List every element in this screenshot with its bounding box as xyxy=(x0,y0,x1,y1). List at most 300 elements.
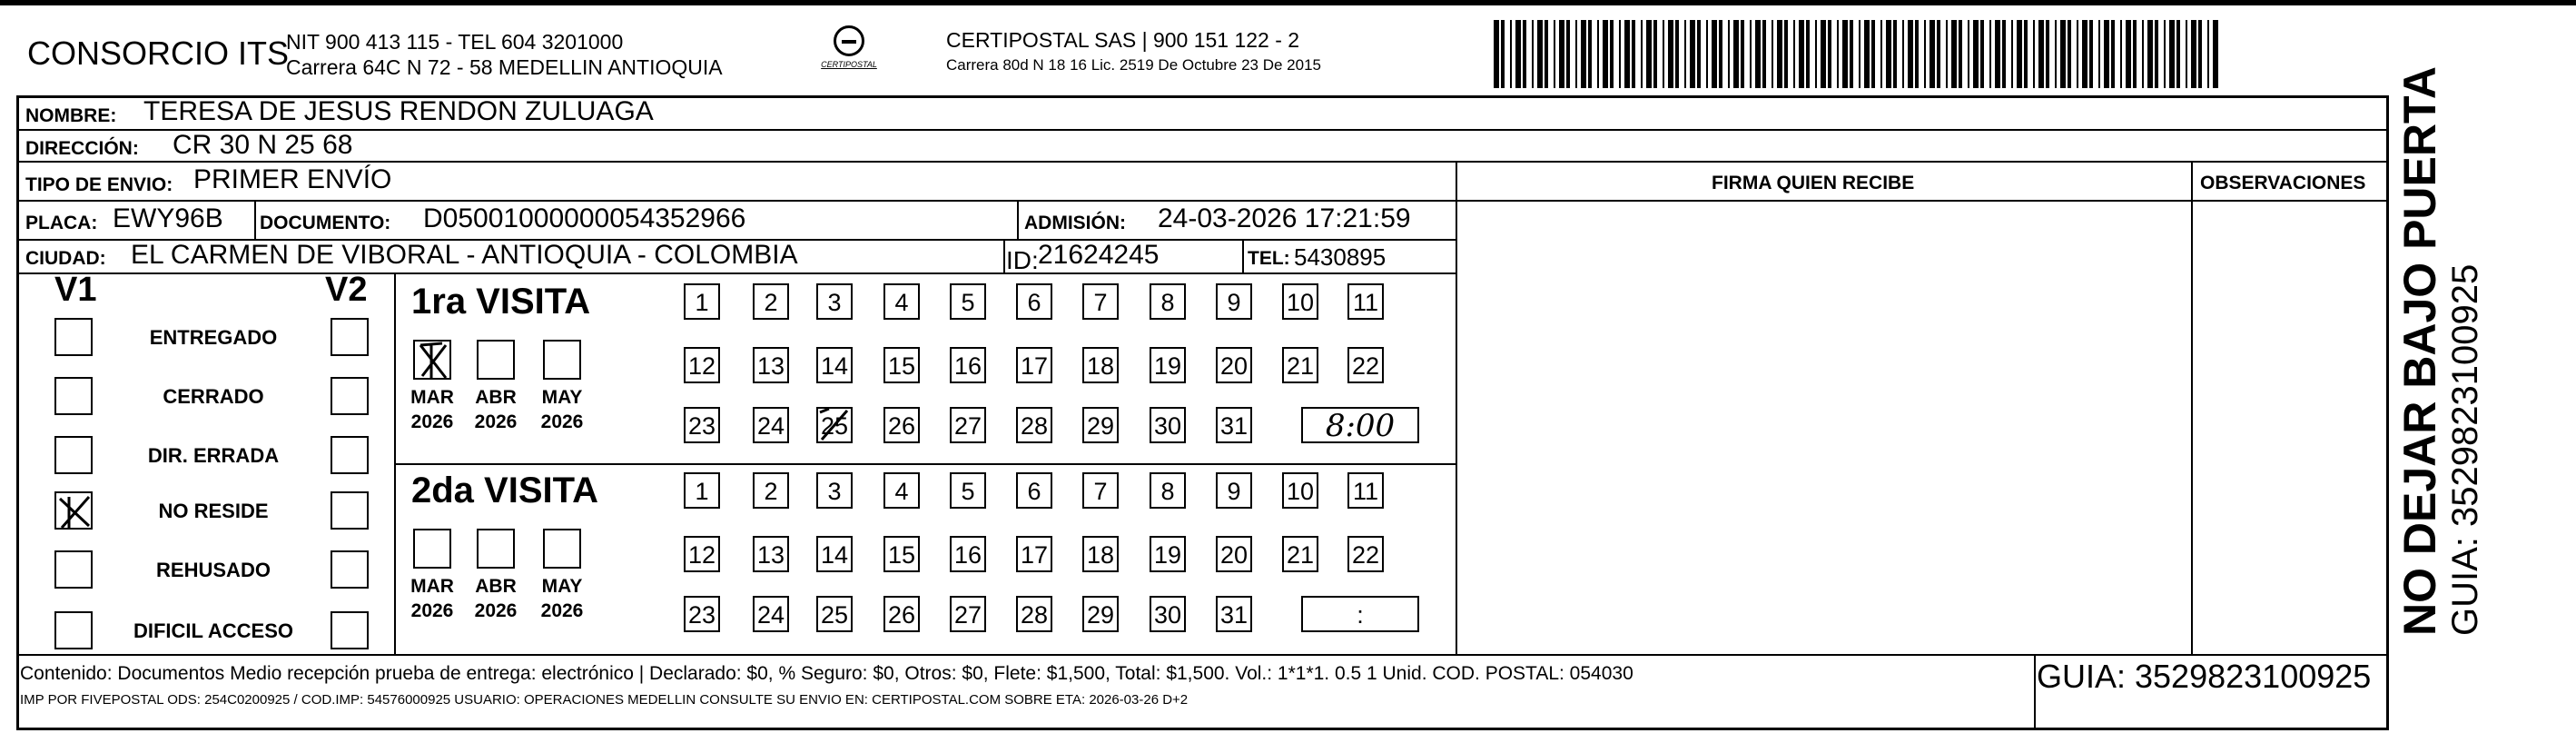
col-divider xyxy=(254,200,256,239)
day-number: 24 xyxy=(756,601,785,629)
day-box[interactable] xyxy=(950,407,986,443)
barcode-bar xyxy=(1624,20,1630,88)
barcode-bar xyxy=(1610,20,1614,88)
day-number: 22 xyxy=(1351,352,1380,380)
v2-header: V2 xyxy=(325,271,368,309)
v2-checkbox[interactable] xyxy=(331,436,369,474)
barcode-bar xyxy=(2142,20,2144,88)
day-number: 25 xyxy=(820,412,849,440)
row-divider xyxy=(16,272,1456,274)
status-label: DIFICIL ACCESO xyxy=(133,619,293,642)
logo-text: CERTIPOSTAL xyxy=(821,60,877,69)
barcode-bar xyxy=(1675,20,1679,88)
day-number: 9 xyxy=(1227,478,1241,505)
barcode-bar xyxy=(1959,20,1962,88)
col-divider xyxy=(394,272,396,654)
tel-label: TEL: xyxy=(1248,248,1290,269)
day-number: 2 xyxy=(764,289,778,316)
day-box[interactable] xyxy=(684,472,720,509)
v1-checkbox[interactable] xyxy=(54,436,93,474)
month-label: ABR 2026 xyxy=(474,576,518,621)
day-number: 19 xyxy=(1153,541,1182,569)
barcode-bar xyxy=(1537,20,1543,88)
v1-checkbox[interactable] xyxy=(54,491,93,530)
col-divider xyxy=(2034,654,2036,730)
day-box[interactable] xyxy=(816,347,853,383)
day-box[interactable] xyxy=(1082,536,1119,572)
day-box[interactable] xyxy=(950,472,986,509)
day-number: 20 xyxy=(1219,352,1249,380)
tel-value: 5430895 xyxy=(1294,243,1387,271)
day-box[interactable] xyxy=(1016,536,1052,572)
day-box[interactable] xyxy=(1150,472,1186,509)
barcode-bar xyxy=(2089,20,2093,88)
day-number: 20 xyxy=(1219,541,1249,569)
month-label: ABR 2026 xyxy=(474,387,518,432)
day-box[interactable] xyxy=(1216,283,1252,320)
barcode-bar xyxy=(1641,20,1643,88)
status-label: CERRADO xyxy=(163,385,264,408)
day-number: 3 xyxy=(827,478,842,505)
day-box[interactable] xyxy=(1347,347,1384,383)
day-box[interactable] xyxy=(816,283,853,320)
tipo-envio-value: PRIMER ENVÍO xyxy=(193,164,392,194)
day-box[interactable] xyxy=(1150,536,1186,572)
certipostal-logo-icon xyxy=(813,25,885,82)
day-number: 14 xyxy=(820,352,849,380)
barcode-bar xyxy=(1515,20,1521,88)
barcode-bar xyxy=(2191,20,2196,88)
day-number: 26 xyxy=(887,412,916,440)
barcode-bar xyxy=(1706,20,1708,88)
barcode-bar xyxy=(1859,20,1860,88)
status-label: DIR. ERRADA xyxy=(147,444,280,467)
day-number: 8 xyxy=(1160,478,1175,505)
month-label: MAY 2026 xyxy=(540,576,584,621)
day-number: 7 xyxy=(1093,289,1108,316)
barcode-bar xyxy=(1728,20,1730,88)
day-number: 30 xyxy=(1153,412,1182,440)
day-box[interactable] xyxy=(816,536,853,572)
day-box[interactable] xyxy=(684,347,720,383)
day-box[interactable] xyxy=(1216,536,1252,572)
footer-imp: IMP POR FIVEPOSTAL ODS: 254C0200925 / COD.IMP: 54576000925 USUARIO: OPERACIONES MEDELLIN CONSULTE SU ENVIO EN: CERTIPOSTAL.COM SOBRE ETA: 2026-03-26 D+2 xyxy=(20,692,1189,708)
day-number: 1 xyxy=(695,478,709,505)
v1-checkbox[interactable] xyxy=(54,611,93,649)
day-box[interactable] xyxy=(883,536,920,572)
month-label: MAR 2026 xyxy=(410,387,454,432)
barcode-bar xyxy=(1951,20,1957,88)
barcode-bar xyxy=(1632,20,1635,88)
day-number: 23 xyxy=(687,412,716,440)
barcode-bar xyxy=(1741,20,1744,88)
day-box[interactable] xyxy=(1082,407,1119,443)
day-number: 13 xyxy=(756,352,785,380)
barcode-bar xyxy=(1880,20,1882,88)
barcode-bar xyxy=(1902,20,1904,88)
admision-value: 24-03-2026 17:21:59 xyxy=(1158,203,1411,233)
day-number: 8 xyxy=(1160,289,1175,316)
barcode-bar xyxy=(1663,20,1664,88)
day-number: 21 xyxy=(1286,541,1315,569)
barcode-bar xyxy=(1733,20,1739,88)
barcode-bar xyxy=(2011,20,2013,88)
day-number: 17 xyxy=(1020,352,1049,380)
day-box[interactable] xyxy=(1150,283,1186,320)
barcode-bar xyxy=(1684,20,1686,88)
barcode-bar xyxy=(1646,20,1652,88)
ciudad-label: CIUDAD: xyxy=(25,248,106,269)
day-number: 14 xyxy=(820,541,849,569)
day-number: 22 xyxy=(1351,541,1380,569)
day-number: 23 xyxy=(687,601,716,629)
company-nit: NIT 900 413 115 - TEL 604 3201000 xyxy=(286,30,624,54)
barcode-bar xyxy=(1937,20,1940,88)
barcode-bar xyxy=(2164,20,2166,88)
day-box[interactable] xyxy=(883,407,920,443)
day-box[interactable] xyxy=(753,596,789,632)
day-box[interactable] xyxy=(1150,407,1186,443)
barcode-bar xyxy=(2017,20,2022,88)
day-number: 27 xyxy=(953,412,982,440)
barcode-bar xyxy=(1545,20,1548,88)
barcode-bar xyxy=(1871,20,1875,88)
day-number: 12 xyxy=(687,352,716,380)
guia-number: GUIA: 3529823100925 xyxy=(2037,658,2372,695)
row-divider xyxy=(16,200,1456,202)
day-box[interactable] xyxy=(950,283,986,320)
v2-checkbox[interactable] xyxy=(331,550,369,589)
col-divider xyxy=(1242,239,1244,272)
day-box[interactable] xyxy=(1282,347,1318,383)
day-box[interactable] xyxy=(1282,536,1318,572)
day-number: 4 xyxy=(894,478,909,505)
nombre-label: NOMBRE: xyxy=(25,105,117,126)
day-number: 19 xyxy=(1153,352,1182,380)
status-label: ENTREGADO xyxy=(149,326,278,349)
day-number: 18 xyxy=(1086,352,1115,380)
day-box[interactable] xyxy=(883,472,920,509)
day-box[interactable] xyxy=(684,407,720,443)
v2-checkbox[interactable] xyxy=(331,611,369,649)
barcode-bar xyxy=(2077,20,2078,88)
footer-contenido: Contenido: Documentos Medio recepción prueba de entrega: electrónico | Declarado: $0, % Seguro: $0, Otros: $0, Flete: $1,500, Total: $1,500. Vol.: 1*1*1. 0.5 1 Unid. COD. POSTAL: 054030 xyxy=(20,663,1633,684)
barcode-bar xyxy=(2055,20,2057,88)
documento-value: D05001000000054352966 xyxy=(423,203,746,233)
barcode-bar xyxy=(1532,20,1534,88)
col-divider xyxy=(1456,161,1457,654)
barcode-bar xyxy=(2155,20,2158,88)
barcode-bar xyxy=(1946,20,1948,88)
day-box[interactable] xyxy=(684,283,720,320)
barcode-bar xyxy=(1915,20,1919,88)
barcode-bar xyxy=(1750,20,1752,88)
day-number: 3 xyxy=(827,289,842,316)
day-number: 15 xyxy=(887,541,916,569)
barcode-bar xyxy=(2068,20,2071,88)
day-box[interactable] xyxy=(816,407,853,443)
barcode-bar xyxy=(1554,20,1555,88)
company-address: Carrera 64C N 72 - 58 MEDELLIN ANTIOQUIA xyxy=(286,55,723,79)
time-value: : xyxy=(1357,601,1364,629)
direccion-value: CR 30 N 25 68 xyxy=(173,130,353,160)
barcode-bar xyxy=(1850,20,1853,88)
day-number: 16 xyxy=(953,352,982,380)
day-mark xyxy=(816,407,853,443)
placa-label: PLACA: xyxy=(25,213,98,233)
barcode-bar xyxy=(1864,20,1870,88)
barcode-bar xyxy=(2133,20,2137,88)
month-checkbox[interactable] xyxy=(477,340,515,380)
observaciones-header: OBSERVACIONES xyxy=(2200,173,2366,193)
barcode-bar xyxy=(1690,20,1695,88)
day-number: 6 xyxy=(1027,289,1041,316)
month-checkbox[interactable] xyxy=(413,340,451,380)
day-number: 10 xyxy=(1286,478,1315,505)
day-box[interactable] xyxy=(883,283,920,320)
day-box[interactable] xyxy=(1347,536,1384,572)
barcode-bar xyxy=(1980,20,1984,88)
barcode-bar xyxy=(1924,20,1926,88)
day-number: 28 xyxy=(1020,601,1049,629)
barcode-bar xyxy=(1494,20,1499,88)
barcode-bar xyxy=(1799,20,1804,88)
day-box[interactable] xyxy=(1082,472,1119,509)
day-box[interactable] xyxy=(1282,472,1318,509)
barcode-bar xyxy=(1842,20,1848,88)
day-box[interactable] xyxy=(1016,472,1052,509)
day-number: 1 xyxy=(695,289,709,316)
day-number: 5 xyxy=(961,478,975,505)
admision-label: ADMISIÓN: xyxy=(1024,213,1126,233)
barcode-bar xyxy=(1712,20,1717,88)
day-number: 30 xyxy=(1153,601,1182,629)
barcode-bar xyxy=(1930,20,1935,88)
day-number: 2 xyxy=(764,478,778,505)
day-box[interactable] xyxy=(1016,407,1052,443)
month-label: MAR 2026 xyxy=(410,576,454,621)
day-number: 10 xyxy=(1286,289,1315,316)
col-divider xyxy=(1017,200,1019,239)
v1-checkbox[interactable] xyxy=(54,377,93,415)
day-number: 11 xyxy=(1352,478,1379,505)
barcode-bar xyxy=(1828,20,1831,88)
side-guia: GUIA: 3529823100925 xyxy=(2445,263,2485,636)
month-checkbox[interactable] xyxy=(413,529,451,569)
barcode-bar xyxy=(2002,20,2006,88)
documento-label: DOCUMENTO: xyxy=(260,213,391,233)
day-box[interactable] xyxy=(1016,596,1052,632)
barcode-bar xyxy=(1908,20,1913,88)
day-number: 11 xyxy=(1352,289,1379,316)
v1-checkbox[interactable] xyxy=(54,318,93,356)
day-box[interactable] xyxy=(1082,283,1119,320)
day-number: 26 xyxy=(887,601,916,629)
day-box[interactable] xyxy=(753,472,789,509)
day-box[interactable] xyxy=(816,472,853,509)
day-box[interactable] xyxy=(1216,596,1252,632)
day-number: 31 xyxy=(1219,412,1249,440)
side-warning: NO DEJAR BAJO PUERTA xyxy=(2394,66,2445,636)
barcode-bar xyxy=(1523,20,1526,88)
day-box[interactable] xyxy=(1082,596,1119,632)
barcode-bar xyxy=(1886,20,1891,88)
barcode-bar xyxy=(1588,20,1592,88)
barcode-bar xyxy=(1968,20,1969,88)
barcode-bar xyxy=(1566,20,1570,88)
barcode-bar xyxy=(1837,20,1839,88)
barcode-bar xyxy=(1581,20,1586,88)
placa-value: EWY96B xyxy=(113,203,223,233)
day-box[interactable] xyxy=(1347,472,1384,509)
visit2-title: 2da VISITA xyxy=(411,471,598,510)
day-number: 28 xyxy=(1020,412,1049,440)
v1-checkbox[interactable] xyxy=(54,550,93,589)
col-divider xyxy=(2191,161,2193,654)
month-checkbox[interactable] xyxy=(477,529,515,569)
day-number: 16 xyxy=(953,541,982,569)
barcode-bar xyxy=(1793,20,1795,88)
company-info xyxy=(286,29,723,80)
barcode-bar xyxy=(2186,20,2187,88)
day-box[interactable] xyxy=(950,347,986,383)
barcode-bar xyxy=(1995,20,2000,88)
barcode-bar xyxy=(1719,20,1722,88)
day-box[interactable] xyxy=(816,596,853,632)
tipo-envio-label: TIPO DE ENVIO: xyxy=(25,174,173,195)
day-box[interactable] xyxy=(1347,283,1384,320)
day-box[interactable] xyxy=(1016,347,1052,383)
v1-header: V1 xyxy=(54,271,97,309)
status-label: NO RESIDE xyxy=(158,500,269,522)
top-border xyxy=(0,0,2576,5)
barcode-bar xyxy=(2111,20,2115,88)
barcode-bar xyxy=(1603,20,1608,88)
barcode-bar xyxy=(2176,20,2180,88)
barcode-bar xyxy=(2098,20,2100,88)
barcode-bar xyxy=(1762,20,1766,88)
day-number: 25 xyxy=(820,601,849,629)
time-value: 8:00 xyxy=(1325,408,1396,444)
barcode-bar xyxy=(2213,20,2218,88)
day-number: 27 xyxy=(953,601,982,629)
day-box[interactable] xyxy=(1216,407,1252,443)
barcode-bar xyxy=(2169,20,2175,88)
day-box[interactable] xyxy=(883,347,920,383)
barcode-bar xyxy=(1989,20,1991,88)
day-box[interactable] xyxy=(684,596,720,632)
certipostal-address: Carrera 80d N 18 16 Lic. 2519 De Octubre 23 De 2015 xyxy=(946,56,1321,74)
month-label: MAY 2026 xyxy=(540,387,584,432)
barcode-bar xyxy=(2198,20,2202,88)
side-text xyxy=(2394,66,2485,636)
barcode-bar xyxy=(1806,20,1810,88)
visit1-title: 1ra VISITA xyxy=(411,282,591,322)
day-box[interactable] xyxy=(950,596,986,632)
id-label: ID: xyxy=(1006,246,1039,274)
barcode-bar xyxy=(1755,20,1761,88)
month-checkbox[interactable] xyxy=(543,340,581,380)
certipostal-nit: CERTIPOSTAL SAS | 900 151 122 - 2 xyxy=(946,28,1300,52)
day-number: 29 xyxy=(1086,601,1115,629)
day-number: 17 xyxy=(1020,541,1049,569)
firma-header: FIRMA QUIEN RECIBE xyxy=(1712,173,1915,193)
barcode-bar xyxy=(1893,20,1897,88)
barcode-bar xyxy=(2038,20,2044,88)
barcode-bar xyxy=(1821,20,1826,88)
day-number: 18 xyxy=(1086,541,1115,569)
day-number: 12 xyxy=(687,541,716,569)
barcode-bar xyxy=(1697,20,1701,88)
barcode-bar xyxy=(2104,20,2109,88)
barcode-icon xyxy=(1494,20,2220,88)
barcode-bar xyxy=(1973,20,1979,88)
barcode-bar xyxy=(2147,20,2153,88)
day-box[interactable] xyxy=(753,347,789,383)
barcode-bar xyxy=(1597,20,1599,88)
day-box[interactable] xyxy=(883,596,920,632)
barcode-bar xyxy=(2126,20,2131,88)
time-box[interactable] xyxy=(1301,407,1419,443)
v2-checkbox[interactable] xyxy=(331,491,369,530)
barcode-bar xyxy=(1772,20,1773,88)
ciudad-value: EL CARMEN DE VIBORAL - ANTIOQUIA - COLOMBIA xyxy=(131,240,798,270)
certipostal-info xyxy=(946,27,1321,78)
day-number: 21 xyxy=(1286,352,1315,380)
v2-checkbox[interactable] xyxy=(331,318,369,356)
row-divider xyxy=(16,161,2389,163)
time-box[interactable] xyxy=(1301,596,1419,632)
barcode-bar xyxy=(2046,20,2049,88)
day-box[interactable] xyxy=(1216,347,1252,383)
barcode-bar xyxy=(2060,20,2066,88)
day-box[interactable] xyxy=(1016,283,1052,320)
day-box[interactable] xyxy=(1282,283,1318,320)
direccion-label: DIRECCIÓN: xyxy=(25,138,139,159)
day-number: 4 xyxy=(894,289,909,316)
day-number: 29 xyxy=(1086,412,1115,440)
status-label: REHUSADO xyxy=(156,559,271,581)
row-divider xyxy=(1456,200,2389,202)
nombre-value: TERESA DE JESUS RENDON ZULUAGA xyxy=(143,96,654,126)
barcode-bar xyxy=(1784,20,1788,88)
day-box[interactable] xyxy=(1082,347,1119,383)
day-box[interactable] xyxy=(753,536,789,572)
day-box[interactable] xyxy=(684,536,720,572)
barcode-bar xyxy=(1815,20,1817,88)
day-box[interactable] xyxy=(1150,596,1186,632)
day-box[interactable] xyxy=(1216,472,1252,509)
row-divider xyxy=(16,129,2389,131)
barcode-bar xyxy=(2024,20,2028,88)
day-box[interactable] xyxy=(753,407,789,443)
day-number: 5 xyxy=(961,289,975,316)
month-checkbox[interactable] xyxy=(543,529,581,569)
barcode-bar xyxy=(1510,20,1512,88)
day-box[interactable] xyxy=(1150,347,1186,383)
id-value: 21624245 xyxy=(1038,240,1160,270)
v2-checkbox[interactable] xyxy=(331,377,369,415)
barcode-bar xyxy=(1559,20,1564,88)
barcode-bar xyxy=(1501,20,1505,88)
barcode-bar xyxy=(1619,20,1621,88)
day-box[interactable] xyxy=(950,536,986,572)
day-box[interactable] xyxy=(753,283,789,320)
day-number: 15 xyxy=(887,352,916,380)
day-number: 9 xyxy=(1227,289,1241,316)
day-number: 6 xyxy=(1027,478,1041,505)
day-number: 13 xyxy=(756,541,785,569)
